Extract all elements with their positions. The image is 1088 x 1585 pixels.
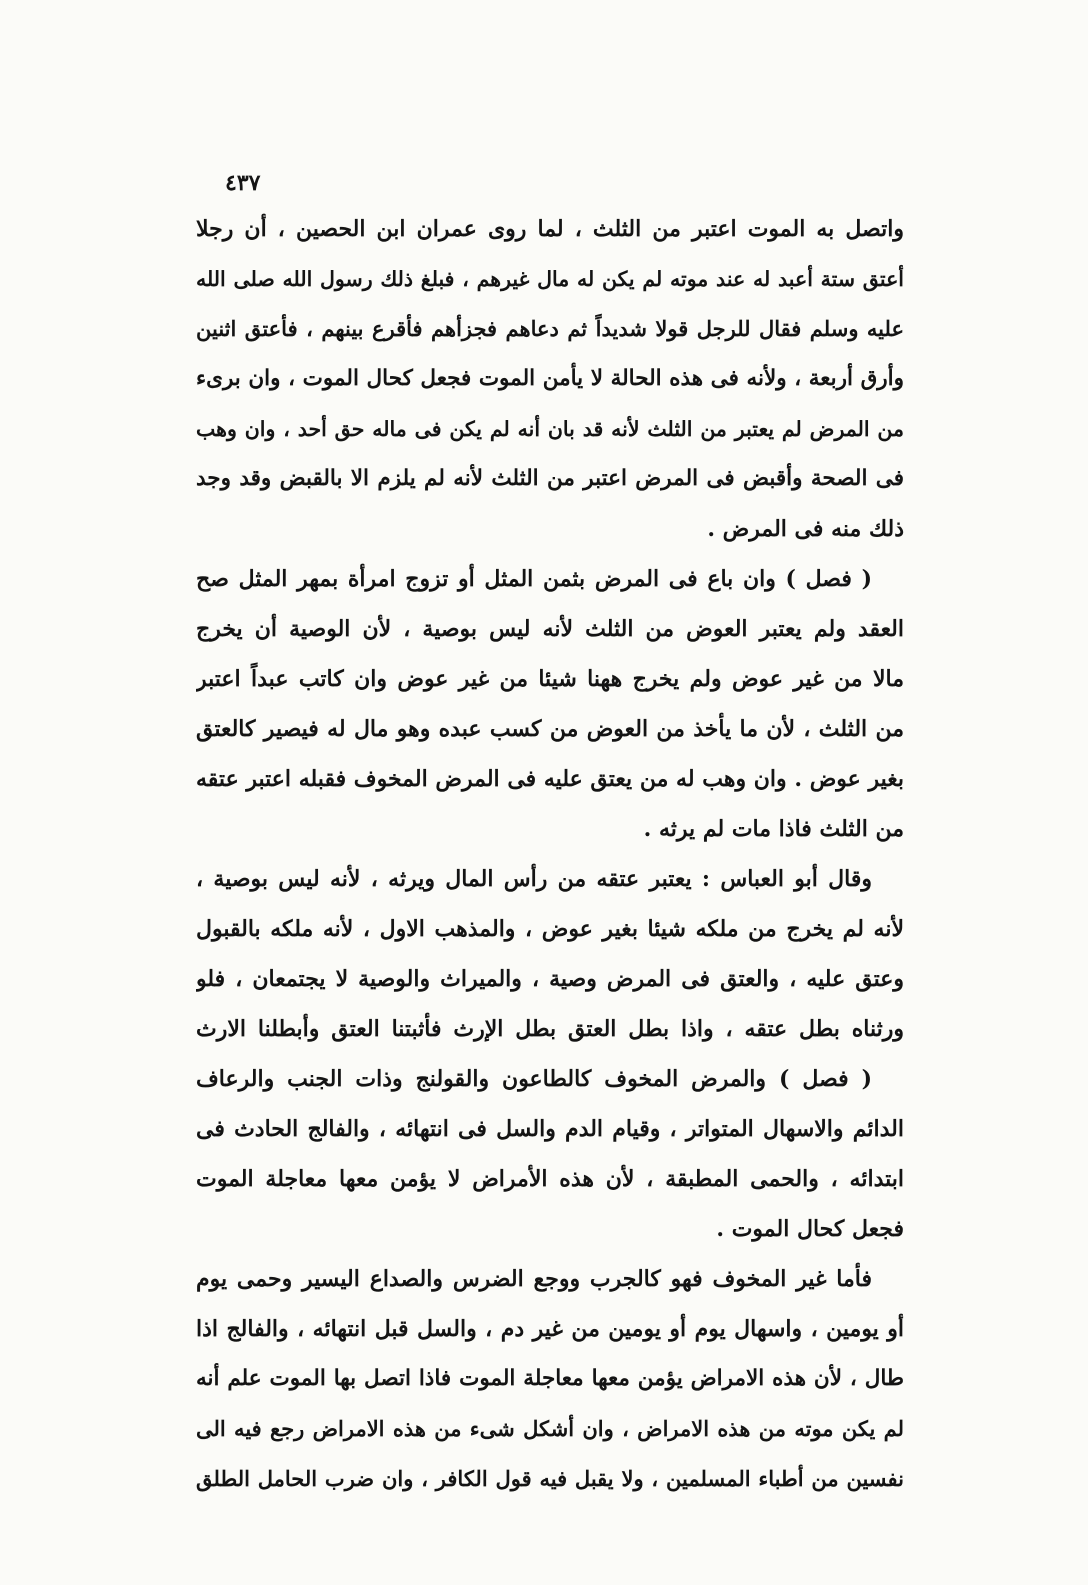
text-line: من الثلث ، لأن ما يأخذ من العوض من كسب عبده وهو مال له فيصير كالعتق: [196, 716, 904, 742]
text-line: ابتدائه ، والحمى المطبقة ، لأن هذه الأمراض لا يؤمن معها معاجلة الموت: [196, 1166, 904, 1192]
text-line: من المرض لم يعتبر من الثلث لأنه قد بان أنه لم يكن فى ماله حق أحد ، وان وهب: [196, 417, 904, 441]
text-line: وأرق أربعة ، ولأنه فى هذه الحالة لا يأمن الموت فجعل كحال الموت ، وان برىء: [196, 366, 904, 391]
text-line: ورثناه بطل عتقه ، واذا بطل العتق بطل الإرث فأثبتنا العتق وأبطلنا الارث: [196, 1016, 904, 1042]
text-line: فجعل كحال الموت .: [716, 1216, 904, 1242]
text-line: فى الصحة وأقبض فى المرض اعتبر من الثلث لأنه لم يلزم الا بالقبض وقد وجد: [196, 466, 904, 491]
body-text: [196, 204, 904, 1504]
paragraph-first-line: فأما غير المخوف فهو كالجرب ووجع الضرس والصداع اليسير وحمى يوم: [196, 1266, 872, 1292]
text-line: ذلك منه فى المرض .: [707, 516, 904, 542]
text-line: لأنه لم يخرج من ملكه شيئا بغير عوض ، والمذهب الاول ، لأنه ملكه بالقبول: [196, 916, 904, 942]
text-line: مالا من غير عوض ولم يخرج ههنا شيئا من غير عوض وان كاتب عبداً اعتبر: [196, 666, 904, 692]
text-line: لم يكن موته من هذه الامراض ، وان أشكل شىء من هذه الامراض رجع فيه الى: [196, 1416, 904, 1441]
text-line: طال ، لأن هذه الامراض يؤمن معها معاجلة الموت فاذا اتصل بها الموت علم أنه: [196, 1366, 904, 1391]
text-line: وعتق عليه ، والعتق فى المرض وصية ، والميراث والوصية لا يجتمعان ، فلو: [196, 966, 904, 992]
text-line: العقد ولم يعتبر العوض من الثلث لأنه ليس بوصية ، لأن الوصية أن يخرج: [196, 616, 904, 642]
section-heading-line: ( فصل ) وان باع فى المرض بثمن المثل أو تزوج امرأة بمهر المثل صح: [196, 566, 872, 592]
text-line: الدائم والاسهال المتواتر ، وقيام الدم والسل فى انتهائه ، والفالج الحادث فى: [196, 1116, 904, 1142]
text-line: نفسين من أطباء المسلمين ، ولا يقبل فيه قول الكافر ، وان ضرب الحامل الطلق: [196, 1466, 904, 1491]
text-line: بغير عوض . وان وهب له من يعتق عليه فى المرض المخوف فقبله اعتبر عتقه: [196, 766, 904, 792]
paragraph-first-line: وقال أبو العباس : يعتبر عتقه من رأس المال ويرثه ، لأنه ليس بوصية ،: [196, 866, 872, 892]
page-number: ٤٣٧: [225, 170, 261, 196]
text-line: من الثلث فاذا مات لم يرثه .: [643, 816, 904, 842]
text-line: عليه وسلم فقال للرجل قولا شديداً ثم دعاهم فجزأهم فأقرع بينهم ، فأعتق اثنين: [196, 316, 904, 341]
text-line: أعتق ستة أعبد له عند موته لم يكن له مال غيرهم ، فبلغ ذلك رسول الله صلى الله: [196, 267, 904, 291]
section-heading-line: ( فصل ) والمرض المخوف كالطاعون والقولنج وذات الجنب والرعاف: [196, 1066, 872, 1092]
text-line: أو يومين ، واسهال يوم أو يومين من غير دم ، والسل قبل انتهائه ، والفالج اذا: [196, 1316, 904, 1342]
text-line: واتصل به الموت اعتبر من الثلث ، لما روى عمران ابن الحصين ، أن رجلا: [196, 216, 904, 242]
